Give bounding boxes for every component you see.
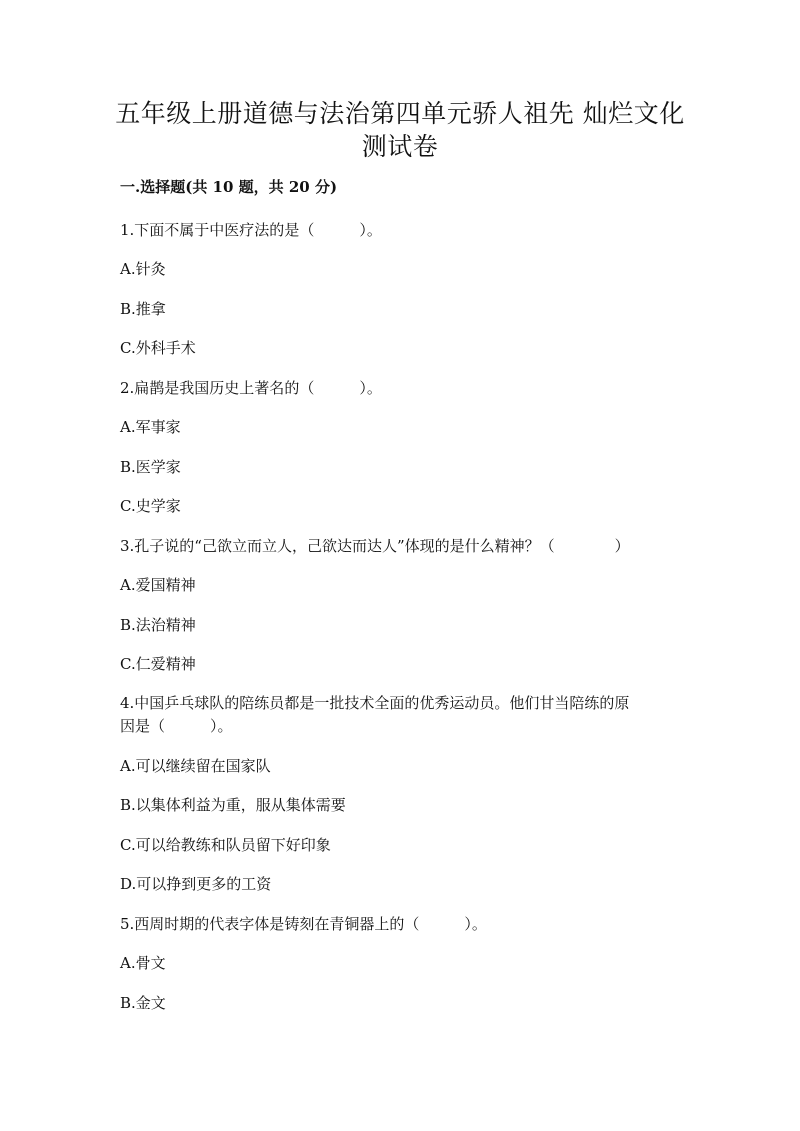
question-2-option-c: C.史学家: [120, 497, 181, 515]
question-1-stem: 1.下面不属于中医疗法的是（ ）。: [120, 221, 382, 239]
question-4-option-a: A.可以继续留在国家队: [120, 757, 271, 775]
question-5-option-b: B.金文: [120, 994, 166, 1012]
section-heading: 一.选择题(共 10 题，共 20 分): [120, 178, 338, 196]
question-2-option-a: A.军事家: [120, 418, 181, 436]
question-4-option-c: C.可以给教练和队员留下好印象: [120, 836, 331, 854]
question-3-option-a: A.爱国精神: [120, 576, 196, 594]
question-4-option-d: D.可以挣到更多的工资: [120, 875, 272, 893]
question-1-option-b: B.推拿: [120, 300, 166, 318]
question-3-stem: 3.孔子说的“己欲立而立人，己欲达而达人”体现的是什么精神？（ ）: [120, 537, 630, 555]
question-1-option-c: C.外科手术: [120, 339, 196, 357]
question-4-option-b: B.以集体利益为重，服从集体需要: [120, 796, 346, 814]
question-3-option-b: B.法治精神: [120, 616, 196, 634]
question-1-option-a: A.针灸: [120, 260, 166, 278]
question-4-stem-line-2: 因是（ ）。: [120, 717, 233, 735]
question-3-option-c: C.仁爱精神: [120, 655, 196, 673]
question-2-stem: 2.扁鹊是我国历史上著名的（ ）。: [120, 379, 382, 397]
question-4-stem-line-1: 4.中国乒乓球队的陪练员都是一批技术全面的优秀运动员。他们甘当陪练的原: [120, 694, 630, 712]
document-title-line-2: 测试卷: [361, 132, 439, 161]
document-title-line-1: 五年级上册道德与法治第四单元骄人祖先 灿烂文化: [115, 99, 685, 128]
question-5-option-a: A.骨文: [120, 954, 166, 972]
question-5-stem: 5.西周时期的代表字体是铸刻在青铜器上的（ ）。: [120, 915, 487, 933]
question-2-option-b: B.医学家: [120, 458, 181, 476]
